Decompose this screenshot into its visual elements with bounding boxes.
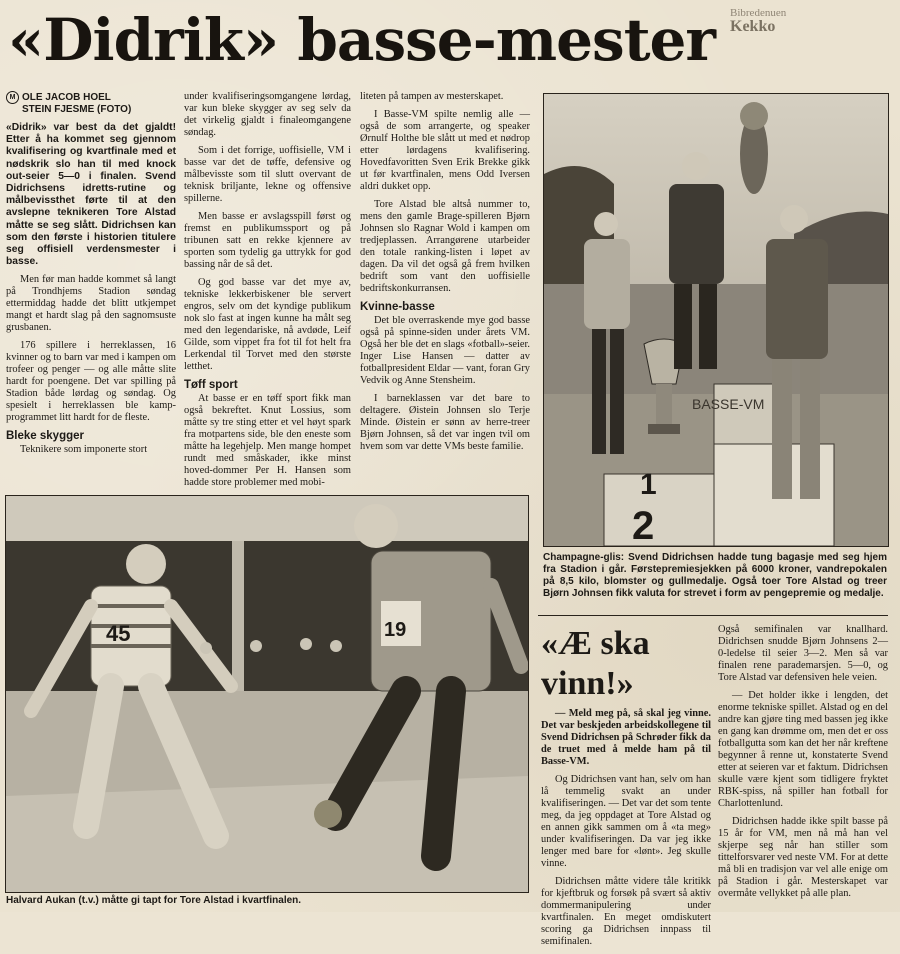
match-photo: [5, 495, 529, 893]
sidebar-paragraph: Didrichsen hadde ikke spilt basse på 15 år for VM, men nå må han vel skjerpe seg når han stiller som tittelforsvarer ved neste VM. For at dette må bli en tradisjon var vel alle enige om på Stadion i går. Mesterskapet var overmåte vellykket på alle plan.: [718, 816, 888, 899]
column-3: [360, 91, 530, 459]
byline-badge-icon: M: [6, 91, 19, 104]
sidebar-column-2: [718, 624, 888, 906]
bib-number-right: 19: [384, 619, 407, 641]
bleed-through-word: Kekko: [730, 18, 776, 35]
match-photo-caption: Halvard Aukan (t.v.) måtte gi tapt for Tore Alstad i kvartfinalen.: [6, 895, 302, 906]
byline-author: OLE JACOB HOEL: [22, 92, 111, 104]
headline: «Didrik» basse-mester: [8, 6, 715, 74]
body-paragraph: liteten på tampen av mesterskapet.: [360, 91, 504, 102]
body-paragraph: I barneklassen var det bare to deltagere. Øistein Johnsen slo Terje Minde. Øistein er sønn av herre-treer Bjørn Johnsen, så det var ingen tvil om hvem som var dette VMs beste familie.: [360, 393, 530, 452]
sidebar-paragraph: — Meld meg på, så skal jeg vinne. Det var beskjeden arbeidskollegene til Svend Didrichsen på Schrøder fikk da de truet med å melde ham på til Basse-VM.: [541, 708, 711, 767]
body-paragraph: Tore Alstad ble altså nummer to, mens den gamle Brage-spilleren Bjørn Johnsen slo Ragnar Wold i kampen om tredjeplassen. Arrangørene utarbeider den totale ranking-listen i løpet av dagen. Da vil det også gå frem hvilken bedrift som vant den uoffisielle bedriftskonkurransen.: [360, 199, 530, 294]
bleed-through-line: Bibredenuen: [730, 7, 787, 19]
body-paragraph: 176 spillere i herreklassen, 16 kvinner og to barn var med i kampen om trofeer og penger — og alle måtte slite hardt for poengene. Det var spilling på Stadion både lørdag og søndag. Og spesielt i herreklassen ble kamp-programmet litt hardt for de fleste.: [6, 340, 176, 424]
podium-photo: [543, 93, 889, 547]
body-paragraph: Det ble overraskende mye god basse også på spinne-siden under årets VM. Også her ble det en slags «fotball»-seier. Inger Lise Hansen — datter av fotballpresident Eldar — vant, foran Gry Vedvik og Anne Stensheim.: [360, 315, 530, 386]
column-1: [6, 122, 176, 462]
subheading: Kvinne-basse: [360, 301, 435, 313]
sidebar-paragraph: Didrichsen måtte videre tåle kritikk for kjeftbruk og forsøk på svært så aktiv dommermanipulering under kvartfinalen. En meget omdiskutert scoring ga Didrichsen innpass til semifinalen.: [541, 876, 711, 947]
section-divider: [538, 615, 888, 616]
match-photo-image: [6, 496, 528, 892]
podium-number-1: 1: [640, 468, 657, 501]
body-paragraph: Men før man hadde kommet så langt på Trondhjems Stadion søndag ettermiddag hadde det blitt utkjempet mangt et hardt slag på den sagnomsuste grusbanen.: [6, 274, 176, 334]
sidebar-column-1: [541, 708, 711, 954]
body-paragraph: At basse er en tøff sport fikk man også bekreftet. Knut Lossius, som måtte sy tre sting etter et vel høyt spark fra motpartens side, ble den eneste som måtte ha legehjelp. Men mange hompet rundt med småskader, ikke minst hoved-dommer Per H. Hansen som hadde store problemer med mobi-: [184, 393, 351, 488]
byline: [6, 91, 176, 115]
body-paragraph: Men basse er avslagsspill først og fremst en publikumssport og på tribunen satt en rekke kjennere av sporten som tydelig ga uttrykk for god bassing når de så det.: [184, 211, 351, 270]
podium-number-2: 2: [632, 504, 655, 546]
subheading: Bleke skygger: [6, 430, 84, 443]
byline-photographer: STEIN FJESME (FOTO): [22, 104, 132, 115]
body-paragraph: under kvalifiseringsomgangene lørdag, var kun bleke skygger av seg selv da det virkelig gjaldt i finaleomgangene søndag.: [184, 91, 351, 138]
sidebar-paragraph: — Det holder ikke i lengden, det enorme tekniske spillet. Alstad og en del andre kan gjøre ting med bassen jeg ikke en gang kan drømme om, men det er oss fotballgutta som kan det her når kreftene begynner å renne ut, konstaterte Svend etter at seieren var et faktum. Didrichsen skulle være kjent som tidligere fryktet RBK-spiss, nå spiller han fotball for Charlottenlund.: [718, 690, 888, 809]
sidebar-headline: «Æ ska vinn!»: [541, 625, 650, 702]
body-paragraph: I Basse-VM spilte nemlig alle — også de som arrangerte, og speaker Ørnulf Holthe ble slått ut med et nødrop etter lørdagens kvalifisering. Hovedfavoritten Sven Erik Brekke gikk ut før kvartfinalen, mens Odd Iversen aldri dukket opp.: [360, 109, 530, 192]
lead-paragraph: «Didrik» var best da det gjaldt! Etter å ha kommet seg gjennom kvalifisering og kvartfinale med et nødskrik slo han til med knock out-seier 5—0 i finalen. Svend Didrichsens idretts-rutine og målbevissthet førte til at den avslepne teknikeren Tore Alstad måtte se seg slått. Didrichsen kan som den første i historien titulere seg offisiell verdensmester i basse.: [6, 122, 176, 268]
podium-photo-caption: Champagne-glis: Svend Didrichsen hadde tung bagasje med seg hjem fra Stadion i går. Førstepremiesjekken på 6000 kroner, vandrepokalen på 8,5 kilo, blomster og gullmedalje. Også toer Tore Alstad og treer Bjørn Johnsen fikk valuta for strevet i form av pengepremie og medalje.: [543, 552, 887, 599]
body-paragraph: Teknikere som imponerte stort: [20, 444, 148, 456]
body-paragraph: Og god basse var det mye av, tekniske lekkerbiskener ble servert engros, selv om det kyndige publikum nok slo fast at ingen kunne ha målt seg med den legendariske, nå avdøde, Leif Gilde, som vippet fra fot til fot helt fra Lerkendal til Torvet med den største letthet.: [184, 277, 351, 372]
podium-photo-image: [544, 94, 888, 546]
bib-number-left: 45: [106, 621, 131, 646]
subheading: Tøff sport: [184, 379, 238, 391]
sidebar-paragraph: Og Didrichsen vant han, selv om han lå temmelig svakt an under kvalifiseringen. — Det var det som tente meg, da jeg oppdaget at Tore Alstad og en annen gikk sammen om å «ta meg» under kvalifiseringen. Da var jeg ikke lenger med bare for «lønt». Jeg skulle vinne.: [541, 774, 711, 869]
podium-sign: BASSE-VM: [692, 396, 765, 412]
body-paragraph: Som i det forrige, uoffisielle, VM i basse var det de tøffe, defensive og målbevisste som til slutt overvant de teknisk briljante, lekne og offensive spillerne.: [184, 145, 351, 204]
bleed-through-text: [730, 6, 895, 35]
column-2: [184, 91, 351, 495]
sidebar-paragraph: Også semifinalen var knallhard. Didrichsen snudde Bjørn Johnsens 2—0-ledelse til seier 3—2. Men så var finalen rene parademarsjen. 5—0, og Tore Alstad var defensiven hele veien.: [718, 624, 888, 683]
